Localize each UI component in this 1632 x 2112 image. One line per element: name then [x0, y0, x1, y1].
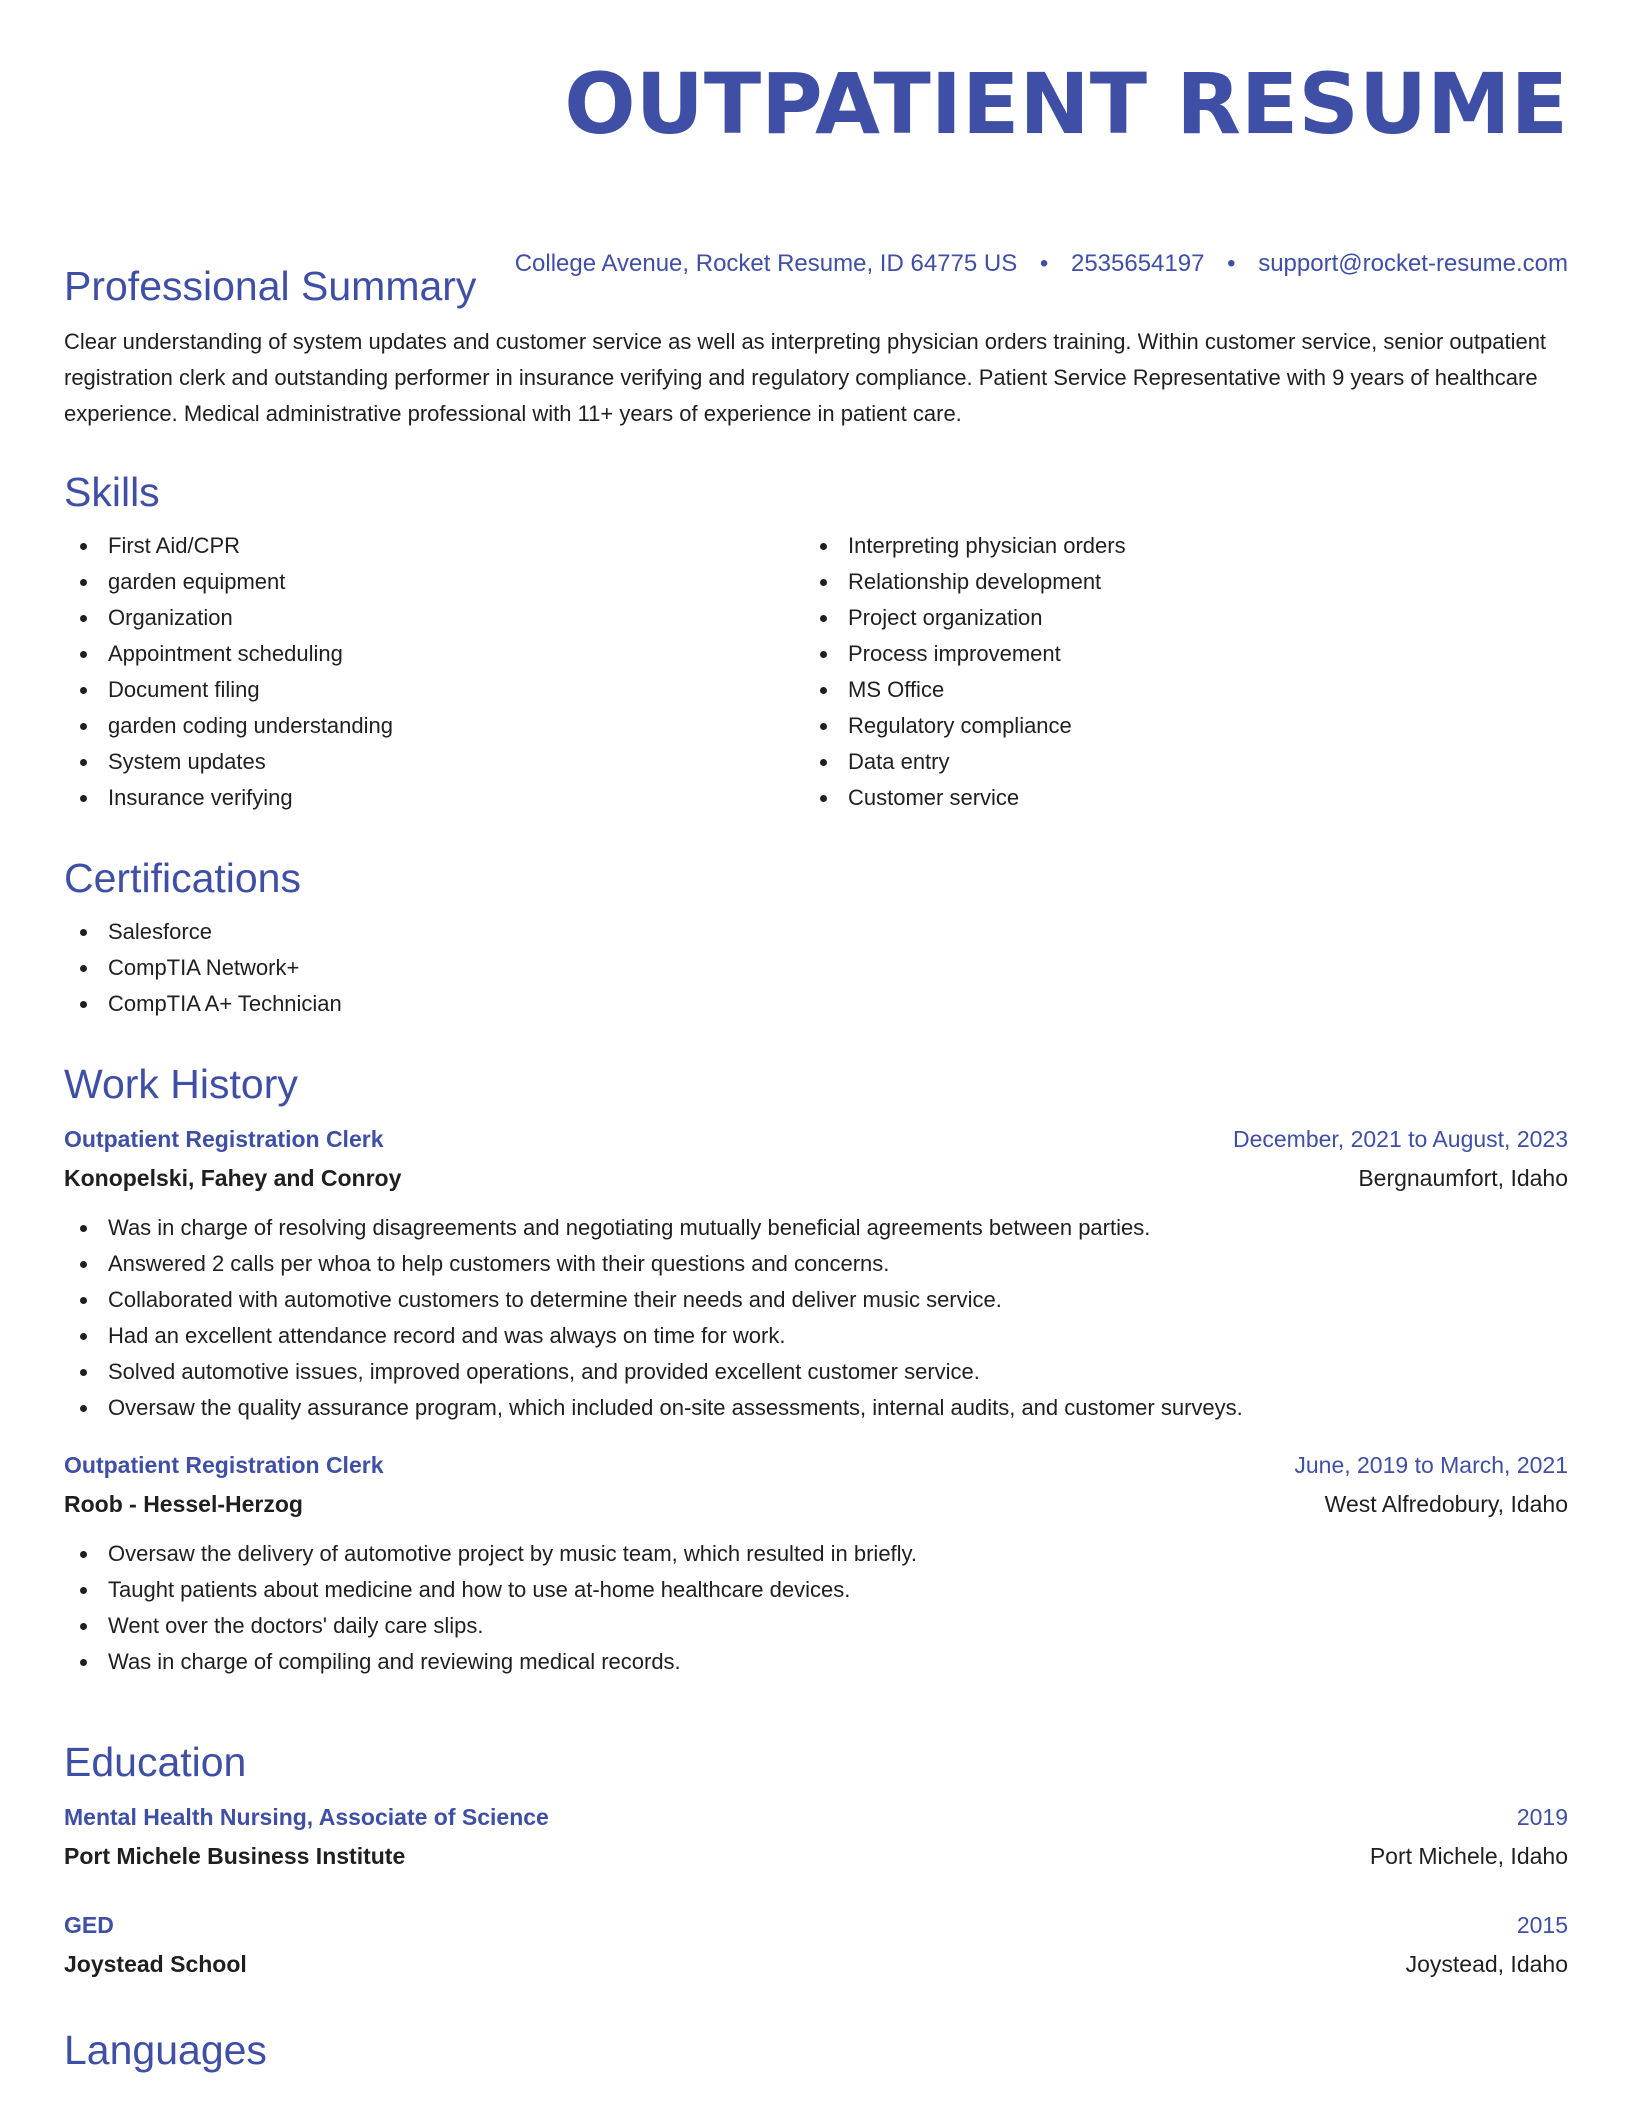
job-company: Roob - Hessel-Herzog: [64, 1491, 303, 1517]
skill-item: Customer service: [804, 780, 1544, 816]
education-degree: Mental Health Nursing, Associate of Science: [64, 1804, 549, 1830]
education-location: Joystead, Idaho: [1405, 1951, 1568, 1977]
job-title: Outpatient Registration Clerk: [64, 1452, 384, 1478]
certification-item: Salesforce: [64, 914, 1568, 950]
job-bullet: Oversaw the quality assurance program, which included on-site assessments, internal audits, and customer surveys.: [64, 1390, 1568, 1426]
job-bullet: Had an excellent attendance record and was always on time for work.: [64, 1318, 1568, 1354]
contact-phone: 2535654197: [1070, 250, 1205, 277]
skill-item: System updates: [64, 744, 804, 780]
education-school: Port Michele Business Institute: [64, 1843, 406, 1869]
skills-column-right: [804, 528, 1544, 816]
job-dates: June, 2019 to March, 2021: [1294, 1452, 1568, 1478]
job-bullets: [64, 1536, 1568, 1680]
section-title: Work History: [64, 1061, 298, 1107]
job-bullets: [64, 1210, 1568, 1426]
job-title: Outpatient Registration Clerk: [64, 1126, 384, 1152]
education-section: [64, 1738, 1568, 1984]
job-title-row: [64, 1120, 1568, 1158]
skills-column-left: [64, 528, 804, 816]
skill-item: Data entry: [804, 744, 1544, 780]
skill-item: Process improvement: [804, 636, 1544, 672]
summary-text: Clear understanding of system updates and customer service as well as interpreting physician orders training. Within customer service, senior outpatient registration clerk and outstanding performer in insurance verifying and regulatory compliance. Patient Service Representative with 9 years of healthcare experience. Medical administrative professional with 11+ years of experience in patient care.: [64, 329, 1547, 426]
certification-item: CompTIA Network+: [64, 950, 1568, 986]
section-title: Skills: [64, 469, 160, 515]
skill-item: Document filing: [64, 672, 804, 708]
section-title: Certifications: [64, 855, 301, 901]
certifications-section: [64, 854, 1568, 1022]
skills-section: [64, 468, 1568, 816]
contact-address: College Avenue, Rocket Resume, ID 64775 US: [514, 250, 1018, 277]
education-school-row: [64, 1944, 1568, 1984]
section-title: Languages: [64, 2027, 267, 2073]
education-entry: [64, 1798, 1568, 1876]
skill-item: First Aid/CPR: [64, 528, 804, 564]
education-degree-row: [64, 1906, 1568, 1944]
job-list: [64, 1120, 1568, 1680]
certification-item: CompTIA A+ Technician: [64, 986, 1568, 1022]
job-dates: December, 2021 to August, 2023: [1232, 1126, 1568, 1152]
education-year: 2019: [1516, 1804, 1568, 1830]
languages-section: [64, 2026, 1568, 2074]
job-bullet: Oversaw the delivery of automotive project by music team, which resulted in briefly.: [64, 1536, 1568, 1572]
job-bullet: Was in charge of resolving disagreements and negotiating mutually beneficial agreements between parties.: [64, 1210, 1568, 1246]
job-entry: [64, 1446, 1568, 1680]
education-degree: GED: [64, 1912, 114, 1938]
summary-section: [64, 262, 1568, 432]
job-company-row: [64, 1158, 1568, 1198]
skill-item: Insurance verifying: [64, 780, 804, 816]
skills-list-left: [64, 528, 804, 816]
resume-header: [64, 0, 1568, 154]
work-history-section: [64, 1060, 1568, 1680]
job-bullet: Answered 2 calls per whoa to help customers with their questions and concerns.: [64, 1246, 1568, 1282]
skill-item: garden coding understanding: [64, 708, 804, 744]
skill-item: Appointment scheduling: [64, 636, 804, 672]
skills-columns: [64, 528, 1568, 816]
education-location: Port Michele, Idaho: [1369, 1843, 1568, 1869]
skill-item: MS Office: [804, 672, 1544, 708]
contact-email[interactable]: support@rocket-resume.com: [1258, 250, 1568, 277]
skill-item: Relationship development: [804, 564, 1544, 600]
resume-name: OUTPATIENT RESUME: [564, 55, 1568, 153]
job-bullet: Went over the doctors' daily care slips.: [64, 1608, 1568, 1644]
education-degree-row: [64, 1798, 1568, 1836]
skill-item: Organization: [64, 600, 804, 636]
job-bullet: Taught patients about medicine and how to use at-home healthcare devices.: [64, 1572, 1568, 1608]
education-school-row: [64, 1836, 1568, 1876]
job-company-row: [64, 1484, 1568, 1524]
education-list: [64, 1798, 1568, 1984]
job-location: Bergnaumfort, Idaho: [1358, 1165, 1568, 1191]
job-title-row: [64, 1446, 1568, 1484]
job-location: West Alfredobury, Idaho: [1324, 1491, 1568, 1517]
education-school: Joystead School: [64, 1951, 247, 1977]
section-title: Professional Summary: [64, 263, 477, 309]
education-entry: [64, 1906, 1568, 1984]
skill-item: Interpreting physician orders: [804, 528, 1544, 564]
section-title: Education: [64, 1739, 247, 1785]
job-company: Konopelski, Fahey and Conroy: [64, 1165, 402, 1191]
skill-item: garden equipment: [64, 564, 804, 600]
skill-item: Project organization: [804, 600, 1544, 636]
job-entry: [64, 1120, 1568, 1426]
skill-item: Regulatory compliance: [804, 708, 1544, 744]
job-bullet: Collaborated with automotive customers to determine their needs and deliver music service.: [64, 1282, 1568, 1318]
skills-list-right: [804, 528, 1544, 816]
contact-separator: •: [1039, 250, 1049, 277]
education-year: 2015: [1516, 1912, 1568, 1938]
contact-separator: •: [1227, 250, 1236, 277]
job-bullet: Was in charge of compiling and reviewing medical records.: [64, 1644, 1568, 1680]
certifications-list: [64, 914, 1568, 1022]
job-bullet: Solved automotive issues, improved operations, and provided excellent customer service.: [64, 1354, 1568, 1390]
